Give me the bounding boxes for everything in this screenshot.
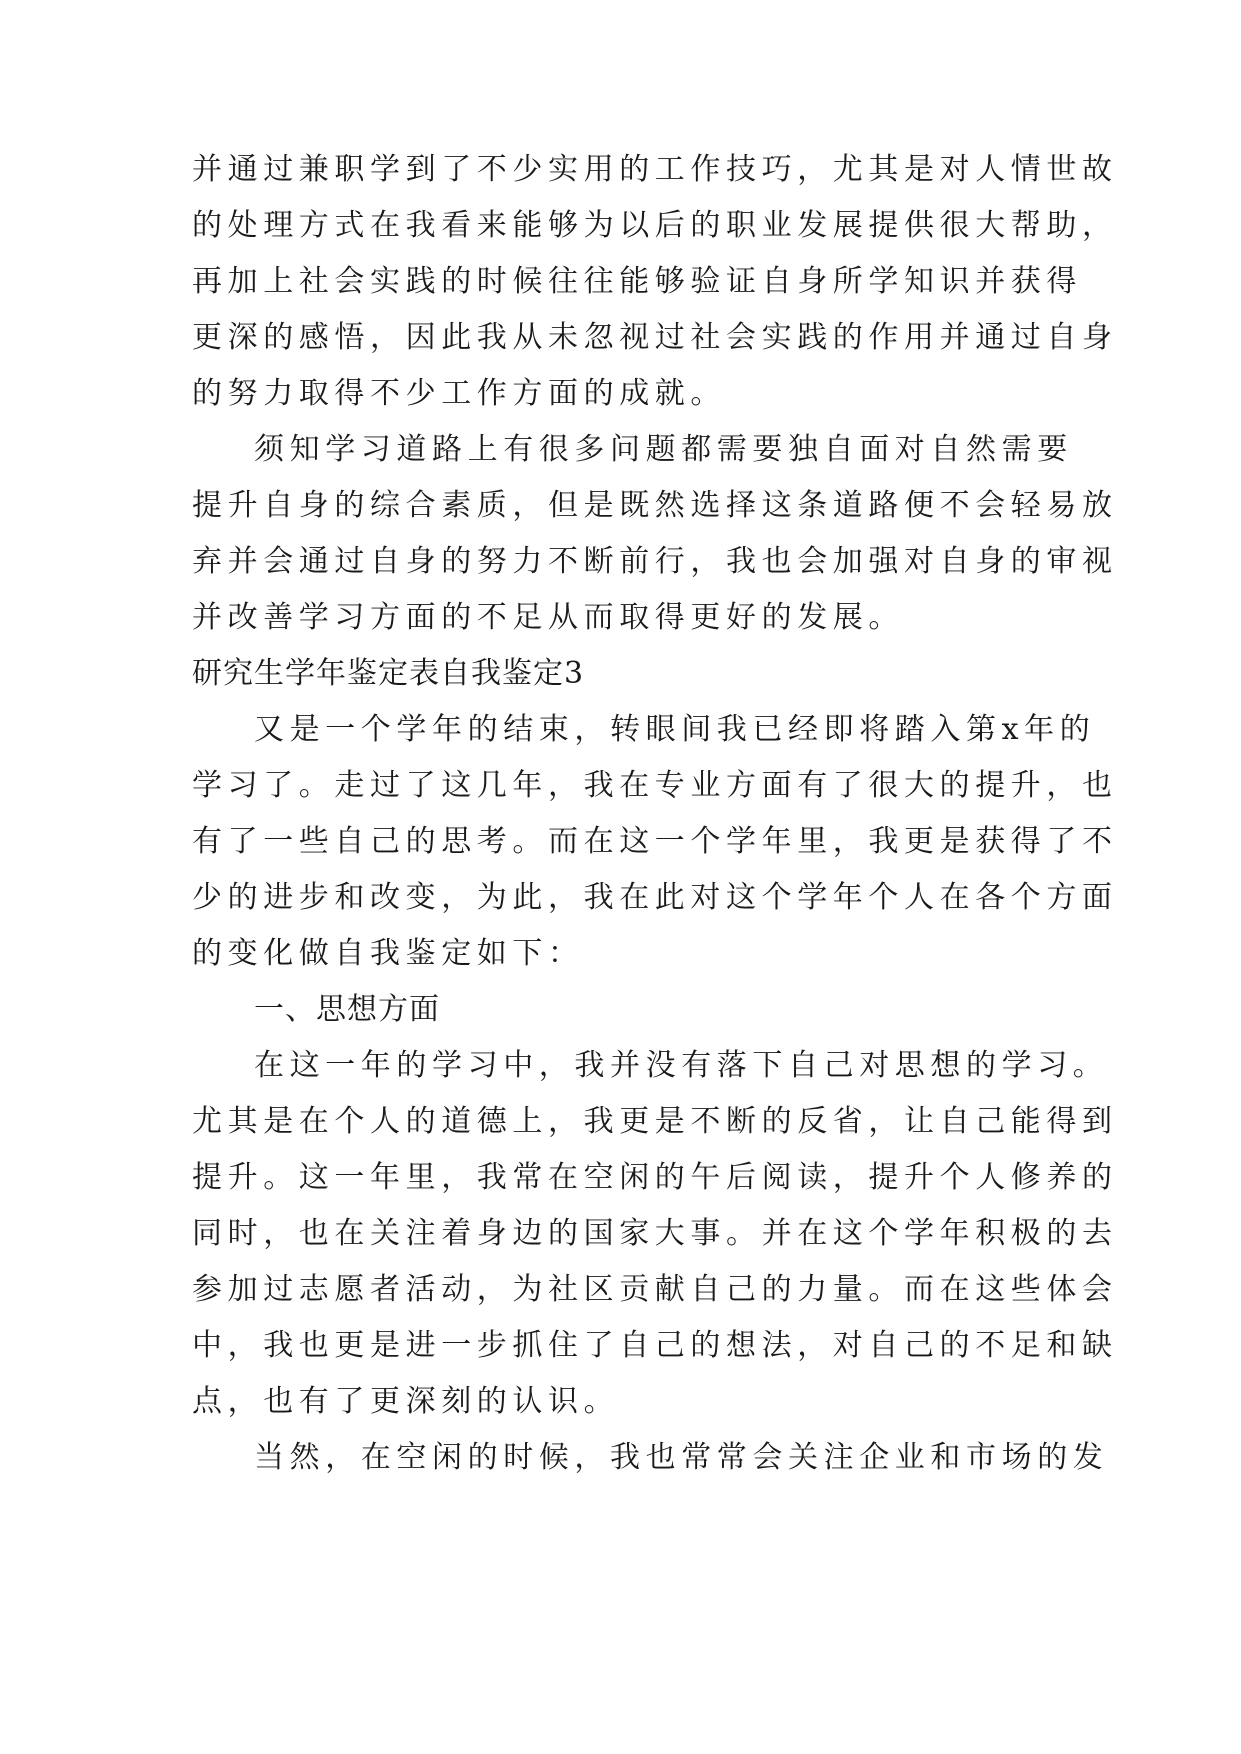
paragraph-line: 再加上社会实践的时候往往能够验证自身所学知识并获得 <box>192 264 1082 299</box>
paragraph-line: 并改善学习方面的不足从而取得更好的发展。 <box>192 600 904 635</box>
paragraph-line: 在这一年的学习中，我并没有落下自己对思想的学习。 <box>254 1048 1109 1083</box>
paragraph-line: 少的进步和改变，为此，我在此对这个学年个人在各个方面 <box>192 880 1118 915</box>
subsection-heading: 一、思想方面 <box>254 992 440 1027</box>
paragraph-line: 提升。这一年里，我常在空闲的午后阅读，提升个人修养的 <box>192 1160 1118 1195</box>
paragraph-line: 当然，在空闲的时候，我也常常会关注企业和市场的发 <box>254 1440 1109 1475</box>
paragraph-line: 学习了。走过了这几年，我在专业方面有了很大的提升，也 <box>192 768 1118 803</box>
paragraph-line: 须知学习道路上有很多问题都需要独自面对自然需要 <box>254 432 1073 467</box>
paragraph-line: 的努力取得不少工作方面的成就。 <box>192 376 726 411</box>
paragraph-line: 又是一个学年的结束，转眼间我已经即将踏入第x年的 <box>254 712 1096 747</box>
paragraph-line: 参加过志愿者活动，为社区贡献自己的力量。而在这些体会 <box>192 1272 1118 1307</box>
paragraph-line: 同时，也在关注着身边的国家大事。并在这个学年积极的去 <box>192 1216 1118 1251</box>
paragraph-line: 并通过兼职学到了不少实用的工作技巧，尤其是对人情世故 <box>192 152 1118 187</box>
paragraph-line: 更深的感悟，因此我从未忽视过社会实践的作用并通过自身 <box>192 320 1118 355</box>
paragraph-line: 的处理方式在我看来能够为以后的职业发展提供很大帮助， <box>192 208 1118 243</box>
paragraph-line: 提升自身的综合素质，但是既然选择这条道路便不会轻易放 <box>192 488 1118 523</box>
paragraph-line: 的变化做自我鉴定如下： <box>192 936 584 971</box>
paragraph-line: 尤其是在个人的道德上，我更是不断的反省，让自己能得到 <box>192 1104 1118 1139</box>
section-heading: 研究生学年鉴定表自我鉴定3 <box>192 656 585 691</box>
paragraph-line: 点，也有了更深刻的认识。 <box>192 1384 620 1419</box>
paragraph-line: 中，我也更是进一步抓住了自己的想法，对自己的不足和缺 <box>192 1328 1118 1363</box>
paragraph-line: 弃并会通过自身的努力不断前行，我也会加强对自身的审视 <box>192 544 1118 579</box>
paragraph-line: 有了一些自己的思考。而在这一个学年里，我更是获得了不 <box>192 824 1118 859</box>
